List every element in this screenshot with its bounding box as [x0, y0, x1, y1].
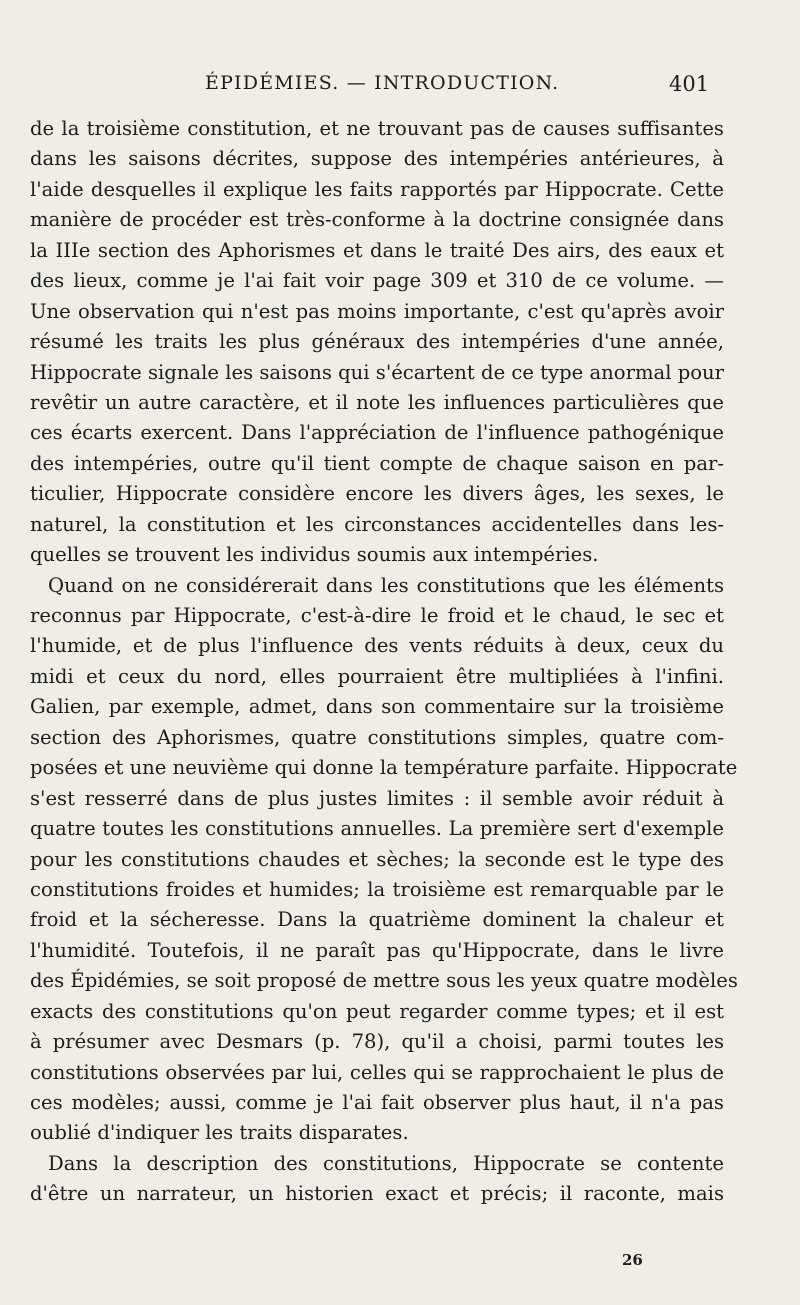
text-line: ces écarts exercent. Dans l'appréciation de l'influence pathogénique — [30, 421, 724, 445]
text-line: à présumer avec Desmars (p. 78), qu'il a choisi, parmi toutes les — [30, 1030, 724, 1054]
text-line: résumé les traits les plus généraux des intempéries d'une année, — [30, 330, 724, 354]
text-line: Galien, par exemple, admet, dans son commentaire sur la troisième — [30, 695, 724, 719]
text-line: la IIIe section des Aphorismes et dans le traité Des airs, des eaux et — [30, 238, 724, 262]
text-line: exacts des constitutions qu'on peut regarder comme types; et il est — [30, 999, 724, 1023]
page-number: 401 — [669, 72, 710, 96]
text-line: Quand on ne considérerait dans les constitutions que les éléments — [48, 573, 724, 597]
text-line: pour les constitutions chaudes et sèches; la seconde est le type des — [30, 847, 724, 871]
page-header — [0, 72, 800, 102]
text-line: quelles se trouvent les individus soumis aux intempéries. — [30, 543, 599, 567]
text-line: constitutions observées par lui, celles qui se rapprochaient le plus de — [30, 1060, 724, 1084]
text-line: des Épidémies, se soit proposé de mettre sous les yeux quatre modèles — [30, 969, 738, 993]
text-line: Une observation qui n'est pas moins importante, c'est qu'après avoir — [30, 299, 724, 323]
body-text — [30, 114, 738, 1210]
text-line: ticulier, Hippocrate considère encore les divers âges, les sexes, le — [30, 482, 724, 506]
text-line: revêtir un autre caractère, et il note les influences particulières que — [30, 390, 724, 414]
text-line: oublié d'indiquer les traits disparates. — [30, 1121, 409, 1145]
signature-mark: 26 — [622, 1251, 643, 1269]
text-line: des lieux, comme je l'ai fait voir page 309 et 310 de ce volume. — — [30, 269, 724, 293]
text-line: manière de procéder est très-conforme à la doctrine consignée dans — [30, 208, 724, 232]
text-line: midi et ceux du nord, elles pourraient être multipliées à l'infini. — [30, 664, 724, 688]
text-line: reconnus par Hippocrate, c'est-à-dire le froid et le chaud, le sec et — [30, 604, 724, 627]
text-line: Hippocrate signale les saisons qui s'écartent de ce type anormal pour — [30, 360, 725, 384]
text-line: quatre toutes les constitutions annuelles. La première sert d'exemple — [30, 817, 724, 841]
text-line: d'être un narrateur, un historien exact et précis; il raconte, mais — [30, 1182, 724, 1206]
text-line: posées et une neuvième qui donne la température parfaite. Hippocrate — [30, 756, 738, 780]
text-line: l'humide, et de plus l'influence des vents réduits à deux, ceux du — [30, 634, 724, 658]
text-line: des intempéries, outre qu'il tient compte de chaque saison en par- — [30, 451, 724, 475]
running-title: ÉPIDÉMIES. — INTRODUCTION. — [205, 72, 560, 94]
text-line: l'aide desquelles il explique les faits rapportés par Hippocrate. Cette — [30, 177, 724, 201]
text-line: constitutions froides et humides; la troisième est remarquable par le — [30, 877, 724, 901]
text-line: froid et la sécheresse. Dans la quatrième dominent la chaleur et — [30, 908, 724, 932]
text-line: dans les saisons décrites, suppose des intempéries antérieures, à — [30, 147, 724, 171]
text-line: de la troisième constitution, et ne trouvant pas de causes suffisantes — [30, 117, 724, 140]
text-line: ces modèles; aussi, comme je l'ai fait observer plus haut, il n'a pas — [30, 1091, 724, 1114]
text-line: naturel, la constitution et les circonstances accidentelles dans les- — [30, 512, 724, 536]
text-line: section des Aphorismes, quatre constitutions simples, quatre com- — [30, 725, 724, 749]
text-line: Dans la description des constitutions, Hippocrate se contente — [48, 1151, 724, 1175]
text-line: s'est resserré dans de plus justes limites : il semble avoir réduit à — [30, 786, 724, 810]
text-line: l'humidité. Toutefois, il ne paraît pas qu'Hippocrate, dans le livre — [30, 938, 724, 962]
